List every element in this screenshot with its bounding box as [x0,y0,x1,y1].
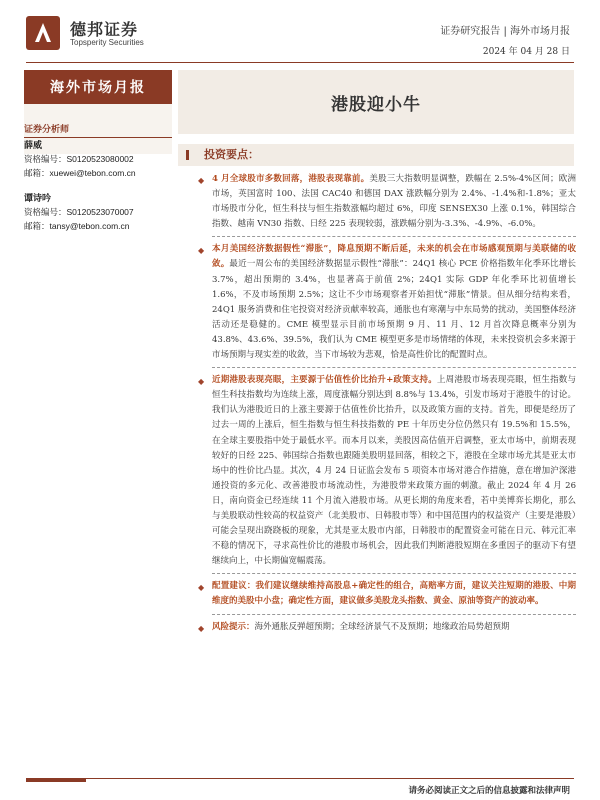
analyst-section-title: 证券分析师 [24,125,70,135]
email-label: 邮箱： [24,169,50,179]
divider [212,236,576,237]
section-heading [178,144,574,166]
bullet-icon: ◆ [198,176,205,185]
company-logo [26,16,176,52]
footer-divider [26,778,574,779]
bullet-icon: ◆ [198,623,205,633]
report-date: 2024 年 04 月 28 日 [482,47,570,57]
analyst-cert: S0120523080002 [66,154,134,164]
key-point-text: 海外通胀反弹超预期；全球经济景气不及预期；地缘政治局势超预期 [254,621,510,632]
analyst-name: 谭诗吟 [24,194,52,204]
key-point [196,373,576,569]
cert-label: 资格编号： [24,208,67,218]
key-point-text: 上周港股市场表现亮眼，恒生指数与恒生科技指数均为连续上涨，周度涨幅分别达到 8.8%与 13.4%，引发市场对于港股牛的讨论。我们认为港股近日的上涨主要源于估值性价比抬升，以及政策方面的支持。首先，即便是经历了过去一周的上涨后，恒生指数与恒生科技指数的 PE 十年历史分位仍然只有 19.5%和 15.5%，在全球主要股指中处于最低水平。而本月以来，美股因高估值开启调整，亚太市场中，前期表现较好的日经 225、韩国综合指数也跟随美股明显回落，相较之下，港股在全球市场尤其是亚太市场中的性价比凸显。其次，4 月 24 日证监会发布 5 项资本市场对港合作措施，意在增加沪深港通投资的多元化、改善港股市场流动性，为港股带来政策方面的刺激。截止 2024 年 4 月 26 日，南向资金已经连续 11 个月流入港股市场。从更长期的角度来看，若中美博弈长期化，那么与美股联动性较高的权益资产（北美股市、日韩股市等）和中国范围内的权益资产（主要是港股）可能会呈现出跷跷板的现象，尤其是亚太股市内部，日韩股市的配置资金可能在日元、韩元汇率不稳的情况下，寻求高性价比的港股市场机会，因此我们判断港股短期在多重因子的驱动下有望继续向上，中长期偏宽幅震荡。 [212,375,576,567]
email-label: 邮箱： [24,222,50,232]
key-point-lead: 本月美国经济数据假性“滞胀”，降息预期不断后延，未来的机会在市场感观预期与美联储的收敛。 [212,244,576,270]
analyst-card [24,193,134,234]
bullet-icon: ◆ [198,246,205,256]
analyst-name: 薛威 [24,141,43,151]
heading-accent-bar [186,150,189,160]
divider [212,367,576,368]
report-series-banner: 海外市场月报 [24,70,172,104]
analyst-divider [24,137,172,138]
footer-accent-bar [26,779,86,782]
logo-name-en: Topsperity Securities [70,38,144,47]
key-point [196,579,576,609]
divider [212,573,576,574]
key-points [196,172,576,639]
key-point-text: 美股三大指数明显调整，跌幅在 2.5%-4%区间；欧洲市场，英国富时 100、法国 CAC40 和德国 DAX 涨跌幅分别为 2.4%、-1.4%和-1.8%；亚太市场股市分化，恒生科技与恒生指数涨幅均超过 6%，印度 SENSEX30 上涨 0.1%，韩国综合指数、越南 VN30 指数、日经 225 表现较弱，涨跌幅分别为-3.3%、-4.9%、-6.0%。 [212,174,576,230]
analyst-card [24,140,136,181]
logo-name-cn: 德邦证券 [70,20,139,39]
key-point-lead: 4 月全球股市多数回落，港股表现靠前。 [212,174,370,184]
report-type: 证券研究报告 | 海外市场月报 [440,26,570,37]
analyst-email[interactable]: tansy@tebon.com.cn [49,221,130,231]
key-point-lead: 近期港股表现亮眼，主要源于估值性价比抬升+政策支持。 [212,375,437,386]
analyst-cert: S0120523070007 [66,207,134,217]
header-divider [26,62,574,63]
key-point [196,620,576,635]
key-point-lead: 配置建议：我们建议继续维持高股息+确定性的组合，高赔率方面，建议关注短期的港股、中期维度的美股中小盘；确定性方面，建议做多美股龙头指数、黄金、原油等资产的波动率。 [212,581,576,607]
cert-label: 资格编号： [24,155,67,165]
analyst-email[interactable]: xuewei@tebon.com.cn [49,168,136,178]
divider [212,614,576,615]
bullet-icon: ◆ [198,583,205,593]
key-point [196,242,576,363]
bullet-icon: ◆ [198,377,205,387]
logo-mark-icon [26,16,60,50]
footer-disclaimer: 请务必阅读正文之后的信息披露和法律声明 [408,786,570,796]
report-title: 港股迎小牛 [178,70,574,134]
section-heading-label: 投资要点： [204,148,259,161]
key-point-text: 最近一周公布的美国经济数据显示假性“滞胀”：24Q1 核心 PCE 价格指数年化季环比增长 3.7%，超出预期的 3.4%，也显著高于前值 2%；24Q1 实际 GDP 年化季环比初值增长 1.6%，不及市场预期 2.5%；这让不少市场观察者开始担忧“滞胀”情景。但从细分结构来看，24Q1 服务消费和住宅投资对经济贡献率较高，通胀也有寒潮与中东局势的扰动，美国整体经济活动还是稳健的。CME 模型显示目前市场预期 9 月、11 月、12 月首次降息概率分别为 43.8%、43.6%、39.5%，我们认为 CME 模型更多是市场情绪的体现，未来投资机会多来源于市场预期与现实差的收敛，当下市场较为悲观，恰是高性价比的配置时点。 [212,259,576,361]
key-point [196,172,576,232]
key-point-lead: 风险提示： [212,621,255,632]
